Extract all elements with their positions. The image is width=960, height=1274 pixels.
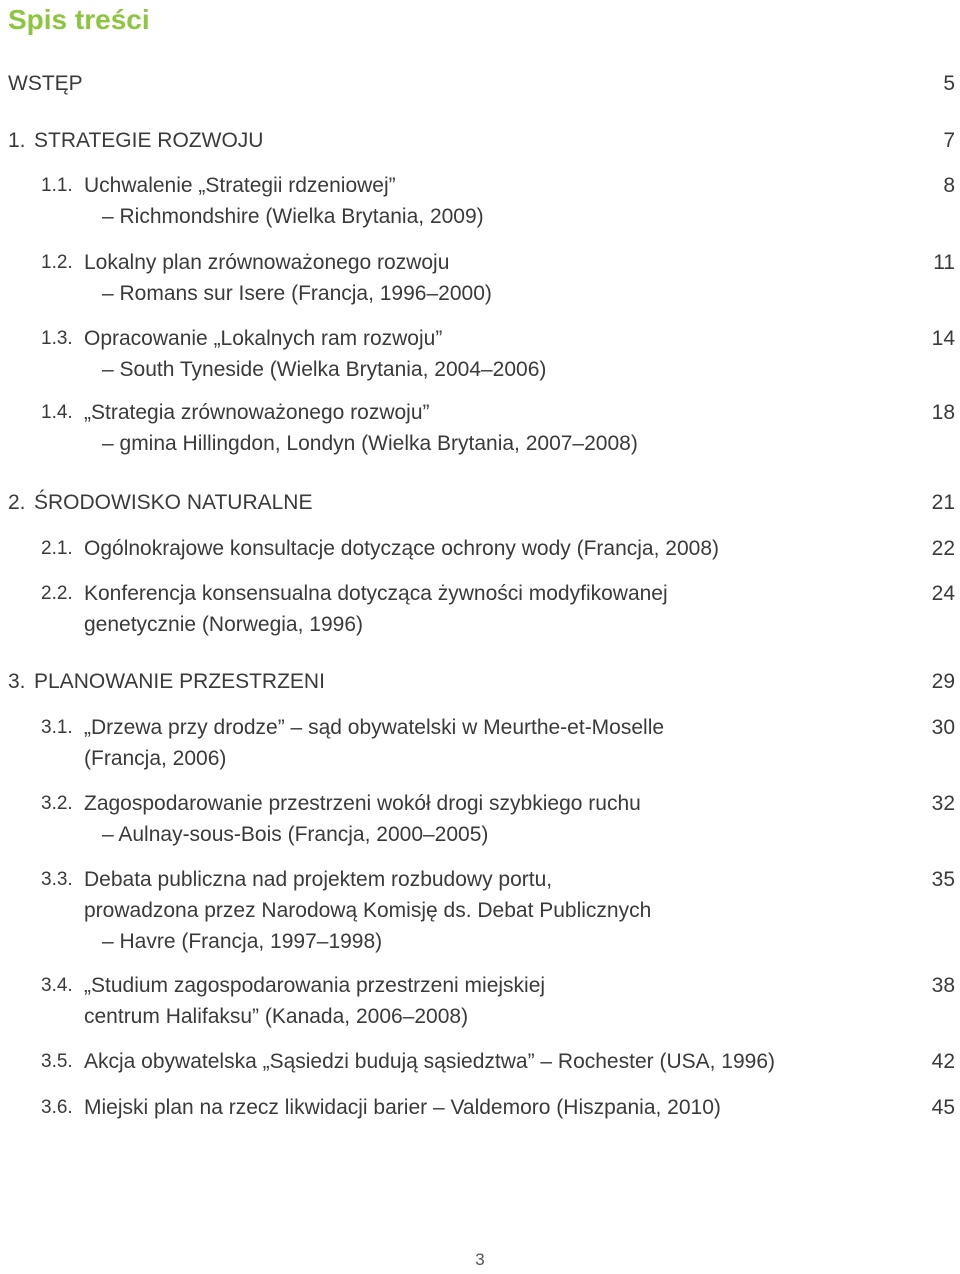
toc-entry-title: [84, 788, 641, 850]
toc-entry-line: – Romans sur Isere (Francja, 1996–2000): [102, 282, 492, 305]
toc-entry-title: [34, 125, 263, 156]
toc-entry-number: 1.3.: [41, 328, 73, 349]
toc-entry-page: 30: [931, 716, 955, 739]
toc-entry-line: Opracowanie „Lokalnych ram rozwoju”: [84, 327, 443, 350]
toc-entry-line: Konferencja konsensualna dotycząca żywności modyfikowanej: [84, 582, 668, 605]
toc-entry-page: 5: [943, 72, 955, 95]
toc-entry-page: 22: [931, 537, 955, 560]
toc-entry-number: 3.6.: [41, 1097, 73, 1118]
toc-entry-number: 3.2.: [41, 793, 73, 814]
toc-entry-number: 3.: [8, 670, 26, 693]
toc-entry-page: 38: [931, 974, 955, 997]
toc-entry-title: [84, 578, 668, 640]
toc-entry-line: Akcja obywatelska „Sąsiedzi budują sąsiedztwa” – Rochester (USA, 1996): [84, 1050, 776, 1073]
toc-entry-title: [84, 170, 484, 232]
toc-entry-number: 3.3.: [41, 869, 73, 890]
toc-entry-title: [84, 397, 638, 459]
toc-entry-line: – South Tyneside (Wielka Brytania, 2004–2006): [102, 358, 547, 381]
toc-entry-page: 18: [931, 401, 955, 424]
toc-entry-page: 24: [931, 582, 955, 605]
toc-entry-line: Ogólnokrajowe konsultacje dotyczące ochrony wody (Francja, 2008): [84, 537, 719, 560]
toc-entry-line: – Aulnay-sous-Bois (Francja, 2000–2005): [102, 823, 489, 846]
toc-entry-title: [8, 68, 83, 99]
toc-entry-number: 3.1.: [41, 717, 73, 738]
toc-entry-number: 3.5.: [41, 1051, 73, 1072]
toc-entry-line: genetycznie (Norwegia, 1996): [84, 613, 363, 636]
toc-entry-number: 2.1.: [41, 538, 73, 559]
toc-entry-page: 29: [931, 670, 955, 693]
toc-entry-line: Debata publiczna nad projektem rozbudowy portu,: [84, 868, 553, 891]
toc-entry-line: – Havre (Francja, 1997–1998): [102, 930, 383, 953]
toc-entry-page: 35: [931, 868, 955, 891]
page-number: 3: [475, 1250, 485, 1269]
toc-entry-line: Zagospodarowanie przestrzeni wokół drogi szybkiego ruchu: [84, 792, 641, 815]
toc-entry-line: PLANOWANIE PRZESTRZENI: [34, 670, 325, 693]
toc-entry-page: 8: [943, 174, 955, 197]
toc-entry-page: 45: [931, 1096, 955, 1119]
toc-entry-line: (Francja, 2006): [84, 747, 227, 770]
toc-entry-title: [34, 666, 325, 697]
toc-entry-line: Lokalny plan zrównoważonego rozwoju: [84, 251, 450, 274]
toc-entry-title: [84, 712, 664, 774]
toc-entry-title: [84, 864, 651, 957]
toc-entry-title: [84, 533, 719, 564]
toc-entry-number: 1.1.: [41, 175, 73, 196]
toc-entry-number: 2.2.: [41, 583, 73, 604]
toc-entry-line: prowadzona przez Narodową Komisję ds. Debat Publicznych: [84, 899, 652, 922]
toc-entry-number: 1.2.: [41, 252, 73, 273]
toc-entry-line: „Studium zagospodarowania przestrzeni miejskiej: [84, 974, 546, 997]
toc-entry-page: 21: [931, 491, 955, 514]
page-title: Spis treści: [8, 4, 150, 35]
toc-entry-line: ŚRODOWISKO NATURALNE: [34, 491, 313, 514]
toc-entry-page: 32: [931, 792, 955, 815]
toc-entry-title: [84, 323, 546, 385]
toc-entry-title: [84, 1092, 721, 1123]
toc-entry-title: [84, 970, 545, 1032]
toc-entry-title: [34, 487, 312, 518]
toc-entry-number: 2.: [8, 491, 26, 514]
toc-entry-page: 11: [933, 251, 955, 274]
toc-entry-line: – Richmondshire (Wielka Brytania, 2009): [102, 205, 484, 228]
toc-entry-page: 7: [943, 129, 955, 152]
toc-entry-line: – gmina Hillingdon, Londyn (Wielka Brytania, 2007–2008): [102, 432, 638, 455]
toc-entry-title: [84, 247, 492, 309]
toc-entry-line: Uchwalenie „Strategii rdzeniowej”: [84, 174, 396, 197]
toc-entry-number: 1.4.: [41, 402, 73, 423]
toc-entry-line: „Drzewa przy drodze” – sąd obywatelski w Meurthe-et-Moselle: [84, 716, 665, 739]
toc-entry-page: 14: [931, 327, 955, 350]
toc-entry-number: 1.: [8, 129, 26, 152]
toc-entry-line: „Strategia zrównoważonego rozwoju”: [84, 401, 430, 424]
toc-entry-line: STRATEGIE ROZWOJU: [34, 129, 264, 152]
toc-entry-page: 42: [931, 1050, 955, 1073]
toc-entry-line: centrum Halifaksu” (Kanada, 2006–2008): [84, 1005, 469, 1028]
toc-entry-number: 3.4.: [41, 975, 73, 996]
toc-entry-line: WSTĘP: [8, 72, 83, 95]
toc-entry-title: [84, 1046, 775, 1077]
toc-entry-line: Miejski plan na rzecz likwidacji barier – Valdemoro (Hiszpania, 2010): [84, 1096, 721, 1119]
